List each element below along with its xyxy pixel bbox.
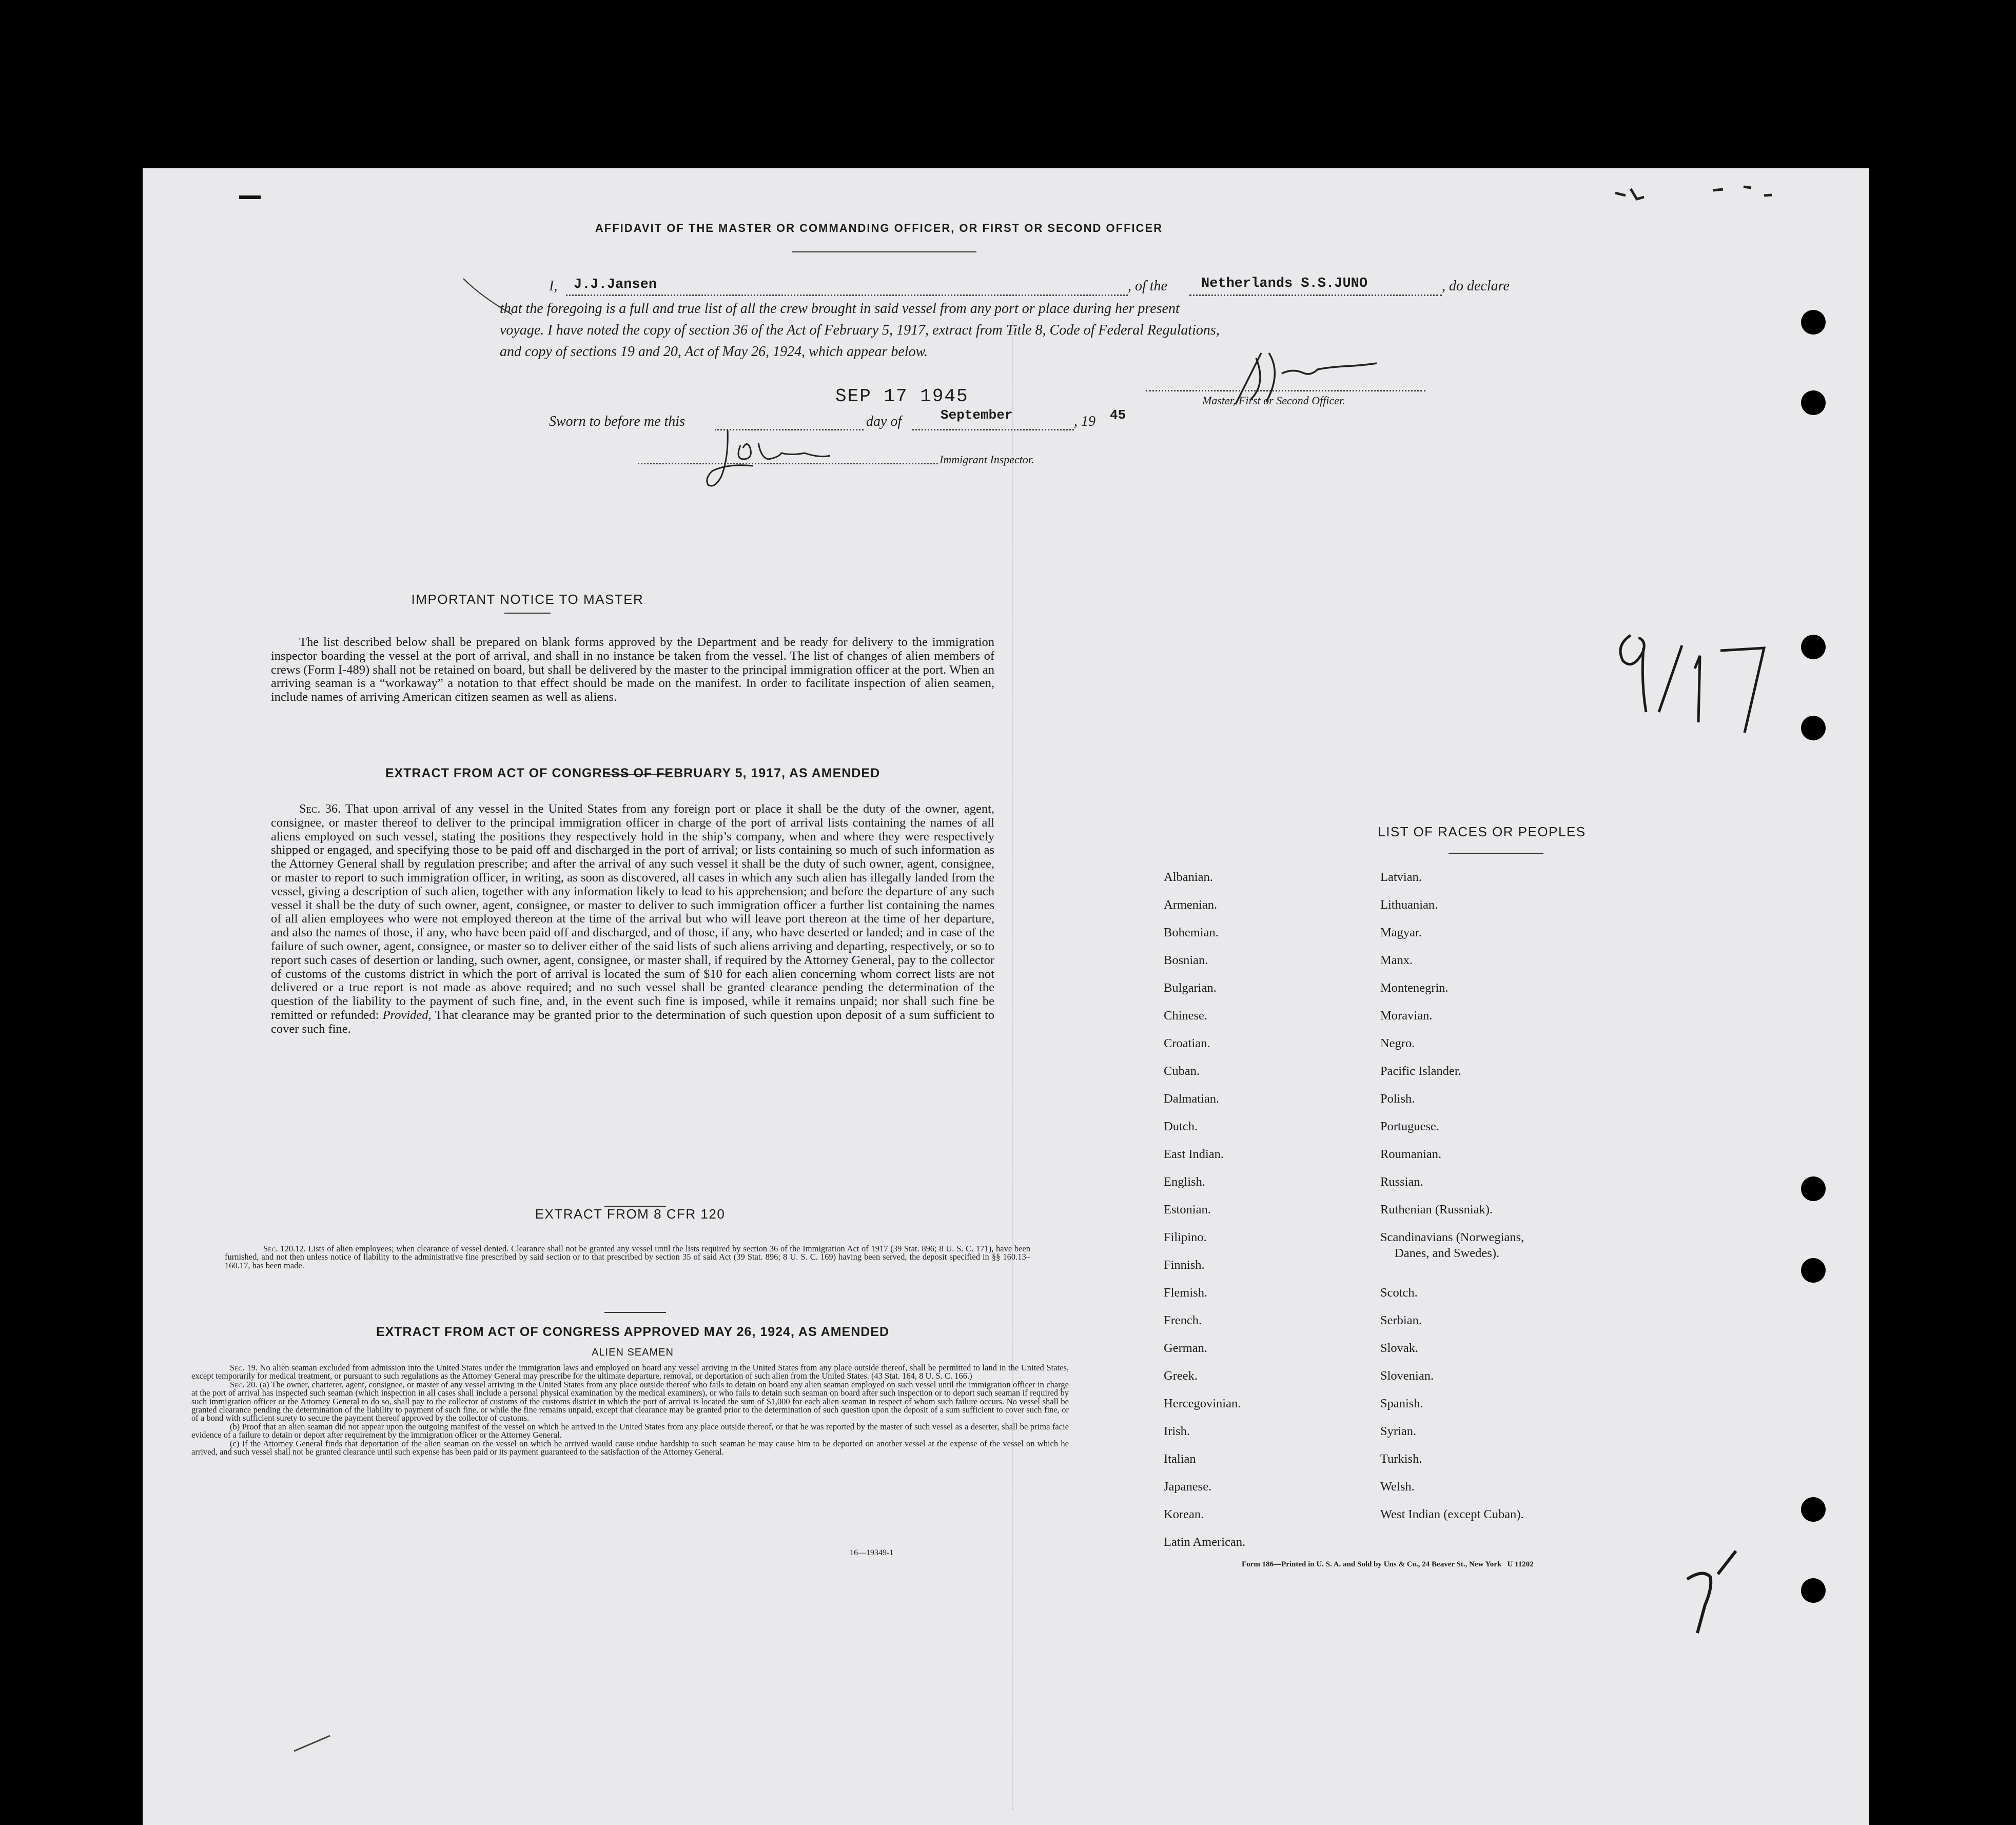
year-suffix: 45 xyxy=(1110,407,1126,423)
sec-20b-text: (b) Proof that an alien seaman did not appear upon the outgoing manifest of the vessel on which he arrived in the United States from any place outside thereof, or that he was reported by the master of such vessel as a deserter, shall be prima facie evidence of a failure to detain or deport after requirement by the immigration officer or the Attorney General. xyxy=(191,1421,1069,1440)
affidavit-line-2: that the foregoing is a full and true list of all the crew brought in said vessel from any port or place during her present xyxy=(500,301,1180,317)
notice-title: IMPORTANT NOTICE TO MASTER xyxy=(411,592,644,607)
races-title-rule xyxy=(1449,853,1543,854)
cfr-sec-text: Lists of alien employees; when clearance of vessel denied. Clearance shall not be granted any vessel until the lists required by section 36 of the Immigration Act of 1917 (39 Stat. 896; 8 U. S. C. 171), have been furnished, and not then unless notice of liability to the administrative fine prescribed by said section or to that prescribed by section 35 of said Act (39 Stat. 896; 8 U. S. C. 169) having been served, the deposit specified in §§ 160.13–160.17, has been made. xyxy=(225,1244,1031,1270)
race-item: Latin American. xyxy=(1164,1535,1246,1549)
extract-1924-text xyxy=(191,1364,1069,1456)
race-item: Scandinavians (Norwegians, xyxy=(1380,1230,1524,1244)
punch-hole xyxy=(1801,635,1826,659)
race-item: Finnish. xyxy=(1164,1258,1205,1272)
race-item: French. xyxy=(1164,1313,1202,1327)
race-item: Dutch. xyxy=(1164,1120,1198,1133)
sec-20a-text xyxy=(191,1381,1069,1423)
master-signature-role: Master, First or Second Officer. xyxy=(1202,394,1345,407)
race-item: Russian. xyxy=(1380,1175,1423,1189)
race-item: Welsh. xyxy=(1380,1480,1415,1494)
race-item: Moravian. xyxy=(1380,1009,1433,1023)
sworn-month-line xyxy=(912,429,1074,430)
affidavit-i-label: I, xyxy=(549,278,558,294)
punch-hole xyxy=(1801,1497,1826,1522)
race-item: Japanese. xyxy=(1164,1480,1212,1494)
affidavit-title-rule xyxy=(792,251,976,252)
affidavit-title: AFFIDAVIT OF THE MASTER OR COMMANDING OFFICER, OR FIRST OR SECOND OFFICER xyxy=(595,222,1163,234)
punch-hole xyxy=(1801,1258,1826,1283)
affidavit-line-3: voyage. I have noted the copy of section 36 of the Act of February 5, 1917, extract from Title 8, Code of Federal Regulations, xyxy=(500,322,1220,338)
race-item: Flemish. xyxy=(1164,1286,1208,1300)
sworn-label: Sworn to before me this xyxy=(549,414,685,429)
race-item: Serbian. xyxy=(1380,1313,1422,1327)
handwritten-corner-drawing xyxy=(1682,1543,1749,1641)
master-name: J.J.Jansen xyxy=(574,277,657,292)
inspector-label: Immigrant Inspector. xyxy=(940,453,1034,466)
race-item: Polish. xyxy=(1380,1092,1415,1106)
sec-36-label: Sec. 36. xyxy=(299,802,341,816)
race-item: Korean. xyxy=(1164,1507,1204,1521)
race-item: Montenegrin. xyxy=(1380,981,1449,995)
race-item: Roumanian. xyxy=(1380,1147,1442,1161)
race-item: Syrian. xyxy=(1380,1424,1417,1438)
sec-20a-body: (a) The owner, charterer, agent, consignee, or master of any vessel arriving in the United States from any place outside thereof who fails to detain on board any alien seaman employed on such vessel until the immigration officer in charge at the port of arrival has inspected such seaman (which inspection in all cases shall include a personal physical examination by the medical examiners), or who fails to detain such seaman on board after such inspection or to deport such seaman if required by such immigration officer or the Attorney General to do so, shall pay to the collector of customs of the customs district in which the port of arrival is located the sum of $1,000 for each alien seaman in respect of whom such failure occurs. No vessel shall be granted clearance pending the determination of the liability to payment of such fine, or while the fine remains unpaid, except that clearance may be granted prior to the determination of such question upon the deposit of a sum sufficient to cover such fine, or of a bond with sufficient surety to secure the payment thereof approved by the collector of customs. xyxy=(191,1379,1069,1423)
sec-36-text-b: That clearance may be granted prior to the determination of such question upon deposit of a sum sufficient to cover such fine. xyxy=(271,1008,995,1036)
race-item: West Indian (except Cuban). xyxy=(1380,1507,1524,1521)
race-item: Ruthenian (Russniak). xyxy=(1380,1203,1493,1216)
punch-hole xyxy=(1801,1176,1826,1201)
race-item: Slovenian. xyxy=(1380,1369,1434,1383)
race-item: Scotch. xyxy=(1380,1286,1418,1300)
sec-36-provided: Provided, xyxy=(382,1008,432,1022)
master-signature xyxy=(1220,343,1384,415)
race-item: Spanish. xyxy=(1380,1397,1423,1410)
race-item: Slovak. xyxy=(1380,1341,1419,1355)
race-item: Turkish. xyxy=(1380,1452,1422,1466)
year-prefix: , 19 xyxy=(1074,414,1095,429)
extract-cfr-end-rule xyxy=(604,1312,666,1313)
extract-1917-title: EXTRACT FROM ACT OF CONGRESS OF FEBRUARY 5, 1917, AS AMENDED xyxy=(385,766,880,780)
race-item: Magyar. xyxy=(1380,926,1422,939)
race-item: East Indian. xyxy=(1164,1147,1224,1161)
extract-1924-subtitle: ALIEN SEAMEN xyxy=(592,1347,674,1358)
of-the-label: , of the xyxy=(1128,278,1167,294)
extract-1917-text xyxy=(271,802,994,1036)
manifest-page xyxy=(143,168,1869,1825)
top-right-marks xyxy=(1595,183,1821,208)
handwritten-date xyxy=(1610,625,1785,743)
handwritten-corner-mark xyxy=(1682,1543,1749,1641)
race-item: Manx. xyxy=(1380,953,1413,967)
race-item: Pacific Islander. xyxy=(1380,1064,1461,1078)
sworn-month: September xyxy=(941,407,1013,423)
left-bracket-mark xyxy=(461,273,517,320)
races-title: LIST OF RACES OR PEOPLES xyxy=(1378,824,1586,839)
handwritten-date-drawing xyxy=(1610,625,1785,743)
form-footer: Form 186—Printed in U. S. A. and Sold by Uns & Co., 24 Beaver St., New York U 11202 xyxy=(1242,1560,1534,1568)
race-item: Lithuanian. xyxy=(1380,898,1438,912)
race-item: Latvian. xyxy=(1380,870,1422,884)
inspector-signature xyxy=(697,427,871,494)
race-item: Portuguese. xyxy=(1380,1120,1439,1133)
extract-cfr-text xyxy=(225,1245,1030,1270)
form-code: 16—19349-1 xyxy=(850,1548,894,1557)
race-item: Chinese. xyxy=(1164,1009,1208,1023)
sec-36-text-a: That upon arrival of any vessel in the United States from any foreign port or place it shall be the duty of the owner, agent, consignee, or master thereof to deliver to the principal immigration officer in charge of the port of arrival lists containing the names of all aliens employed on such vessel, stating the positions they respectively hold in the ship’s company, when and where they were respectively shipped or engaged, and specifying those to be paid off and discharged in the port of arrival; or lists containing so much of such information as the Attorney General shall by regulation prescribe; and after the arrival of any such vessel it shall be the duty of such owner, agent, consignee, or master to report to such immigration officer, in writing, as soon as discovered, all cases in which any such alien has illegally landed from the vessel, giving a description of such alien, together with any information likely to lead to his apprehension; and before the departure of any such vessel it shall be the duty of such owner, agent, consignee, or master to deliver to such immigration officer a further list containing the names of all alien employees who were not employed thereon at the time of the arrival but who will leave port thereon at the time of her departure, and also the names of those, if any, who have been paid off and discharged, and of those, if any, who have deserted or landed; and in case of the failure of such owner, agent, consignee, or master so to deliver either of the said lists of such aliens arriving and departing, respectively, or so to report such cases of desertion or landing, such owner, agent, consignee, or master shall, if required by the Attorney General, pay to the collector of customs of the customs district in which the port of arrival is located the sum of $10 for each alien concerning whom correct lists are not delivered or a true report is not made as above required; and no such vessel shall be granted clearance pending the determination of the question of the liability to the payment of such fine, and, in the event such fine is imposed, while it remains unpaid; nor shall such fine be remitted or refunded: xyxy=(271,802,994,1022)
race-item: Estonian. xyxy=(1164,1203,1211,1216)
punch-hole xyxy=(1801,390,1826,415)
top-left-mark xyxy=(239,195,261,199)
race-item: German. xyxy=(1164,1341,1208,1355)
race-item: Negro. xyxy=(1380,1036,1415,1050)
race-item: Hercegovinian. xyxy=(1164,1397,1241,1410)
do-declare-label: , do declare xyxy=(1442,278,1510,294)
race-item: Italian xyxy=(1164,1452,1196,1466)
notice-text: The list described below shall be prepared on blank forms approved by the Department and be ready for delivery to the immigration inspector boarding the vessel at the port of arrival, and shall in no instance be taken from the vessel. The list of changes of alien members of crews (Form I-489) shall not be retained on board, but shall be delivered by the master to the principal immigration officer at the port. When an arriving seaman is a “workaway” a notation to that effect should be made on the manifest. In order to facilitate inspection of alien seamen, include names of arriving American citizen seamen as well as aliens. xyxy=(271,635,994,704)
sec-19-body: No alien seaman excluded from admission into the United States under the immigration laws and employed on board any vessel arriving in the United States from any place outside thereof, shall be permitted to land in the United States, except temporarily for medical treatment, or pursuant to such regulations as the Attorney General may prescribe for the ultimate departure, removal, or deportation of such alien from the United States. (43 Stat. 164, 8 U. S. C. 166.) xyxy=(191,1363,1069,1381)
master-name-line xyxy=(566,295,1128,296)
race-item: Filipino. xyxy=(1164,1230,1207,1244)
sec-20-label: Sec. 20. xyxy=(230,1379,258,1389)
affidavit-line-4: and copy of sections 19 and 20, Act of May 26, 1924, which appear below. xyxy=(500,344,928,360)
race-item: Bulgarian. xyxy=(1164,981,1217,995)
race-item: Armenian. xyxy=(1164,898,1218,912)
sec-19-label: Sec. 19. xyxy=(230,1363,258,1372)
punch-hole xyxy=(1801,310,1826,335)
date-stamp: SEP 17 1945 xyxy=(835,386,969,407)
extract-1924-title: EXTRACT FROM ACT OF CONGRESS APPROVED MAY 26, 1924, AS AMENDED xyxy=(376,1325,890,1339)
vessel-line xyxy=(1189,295,1442,296)
race-item: Greek. xyxy=(1164,1369,1198,1383)
race-item: Croatian. xyxy=(1164,1036,1210,1050)
race-item: Bohemian. xyxy=(1164,926,1219,939)
race-item: Danes, and Swedes). xyxy=(1395,1246,1500,1260)
extract-cfr-title: EXTRACT FROM 8 CFR 120 xyxy=(535,1206,726,1222)
race-item: Irish. xyxy=(1164,1424,1190,1438)
vessel-name: Netherlands S.S.JUNO xyxy=(1201,276,1368,291)
sec-20c-text: (c) If the Attorney General finds that deportation of the alien seaman on the vessel on which he arrived would cause undue hardship to such seaman he may cause him to be deported on another vessel at the expense of the vessel on which he arrived, and such vessel shall not be granted clearance until such expense has been paid or its payment guaranteed to the satisfaction of the Attorney General. xyxy=(191,1438,1069,1457)
bottom-left-mark xyxy=(291,1733,332,1754)
punch-hole xyxy=(1801,716,1826,740)
race-item: English. xyxy=(1164,1175,1205,1189)
sec-19-text xyxy=(191,1364,1069,1381)
punch-hole xyxy=(1801,1578,1826,1603)
race-item: Dalmatian. xyxy=(1164,1092,1220,1106)
cfr-sec-label: Sec. 120.12. xyxy=(263,1244,306,1253)
day-of-label: day of xyxy=(866,414,902,429)
fold-line xyxy=(1012,322,1013,1810)
race-item: Cuban. xyxy=(1164,1064,1200,1078)
race-item: Bosnian. xyxy=(1164,953,1208,967)
race-item: Albanian. xyxy=(1164,870,1213,884)
notice-title-rule xyxy=(504,613,551,614)
